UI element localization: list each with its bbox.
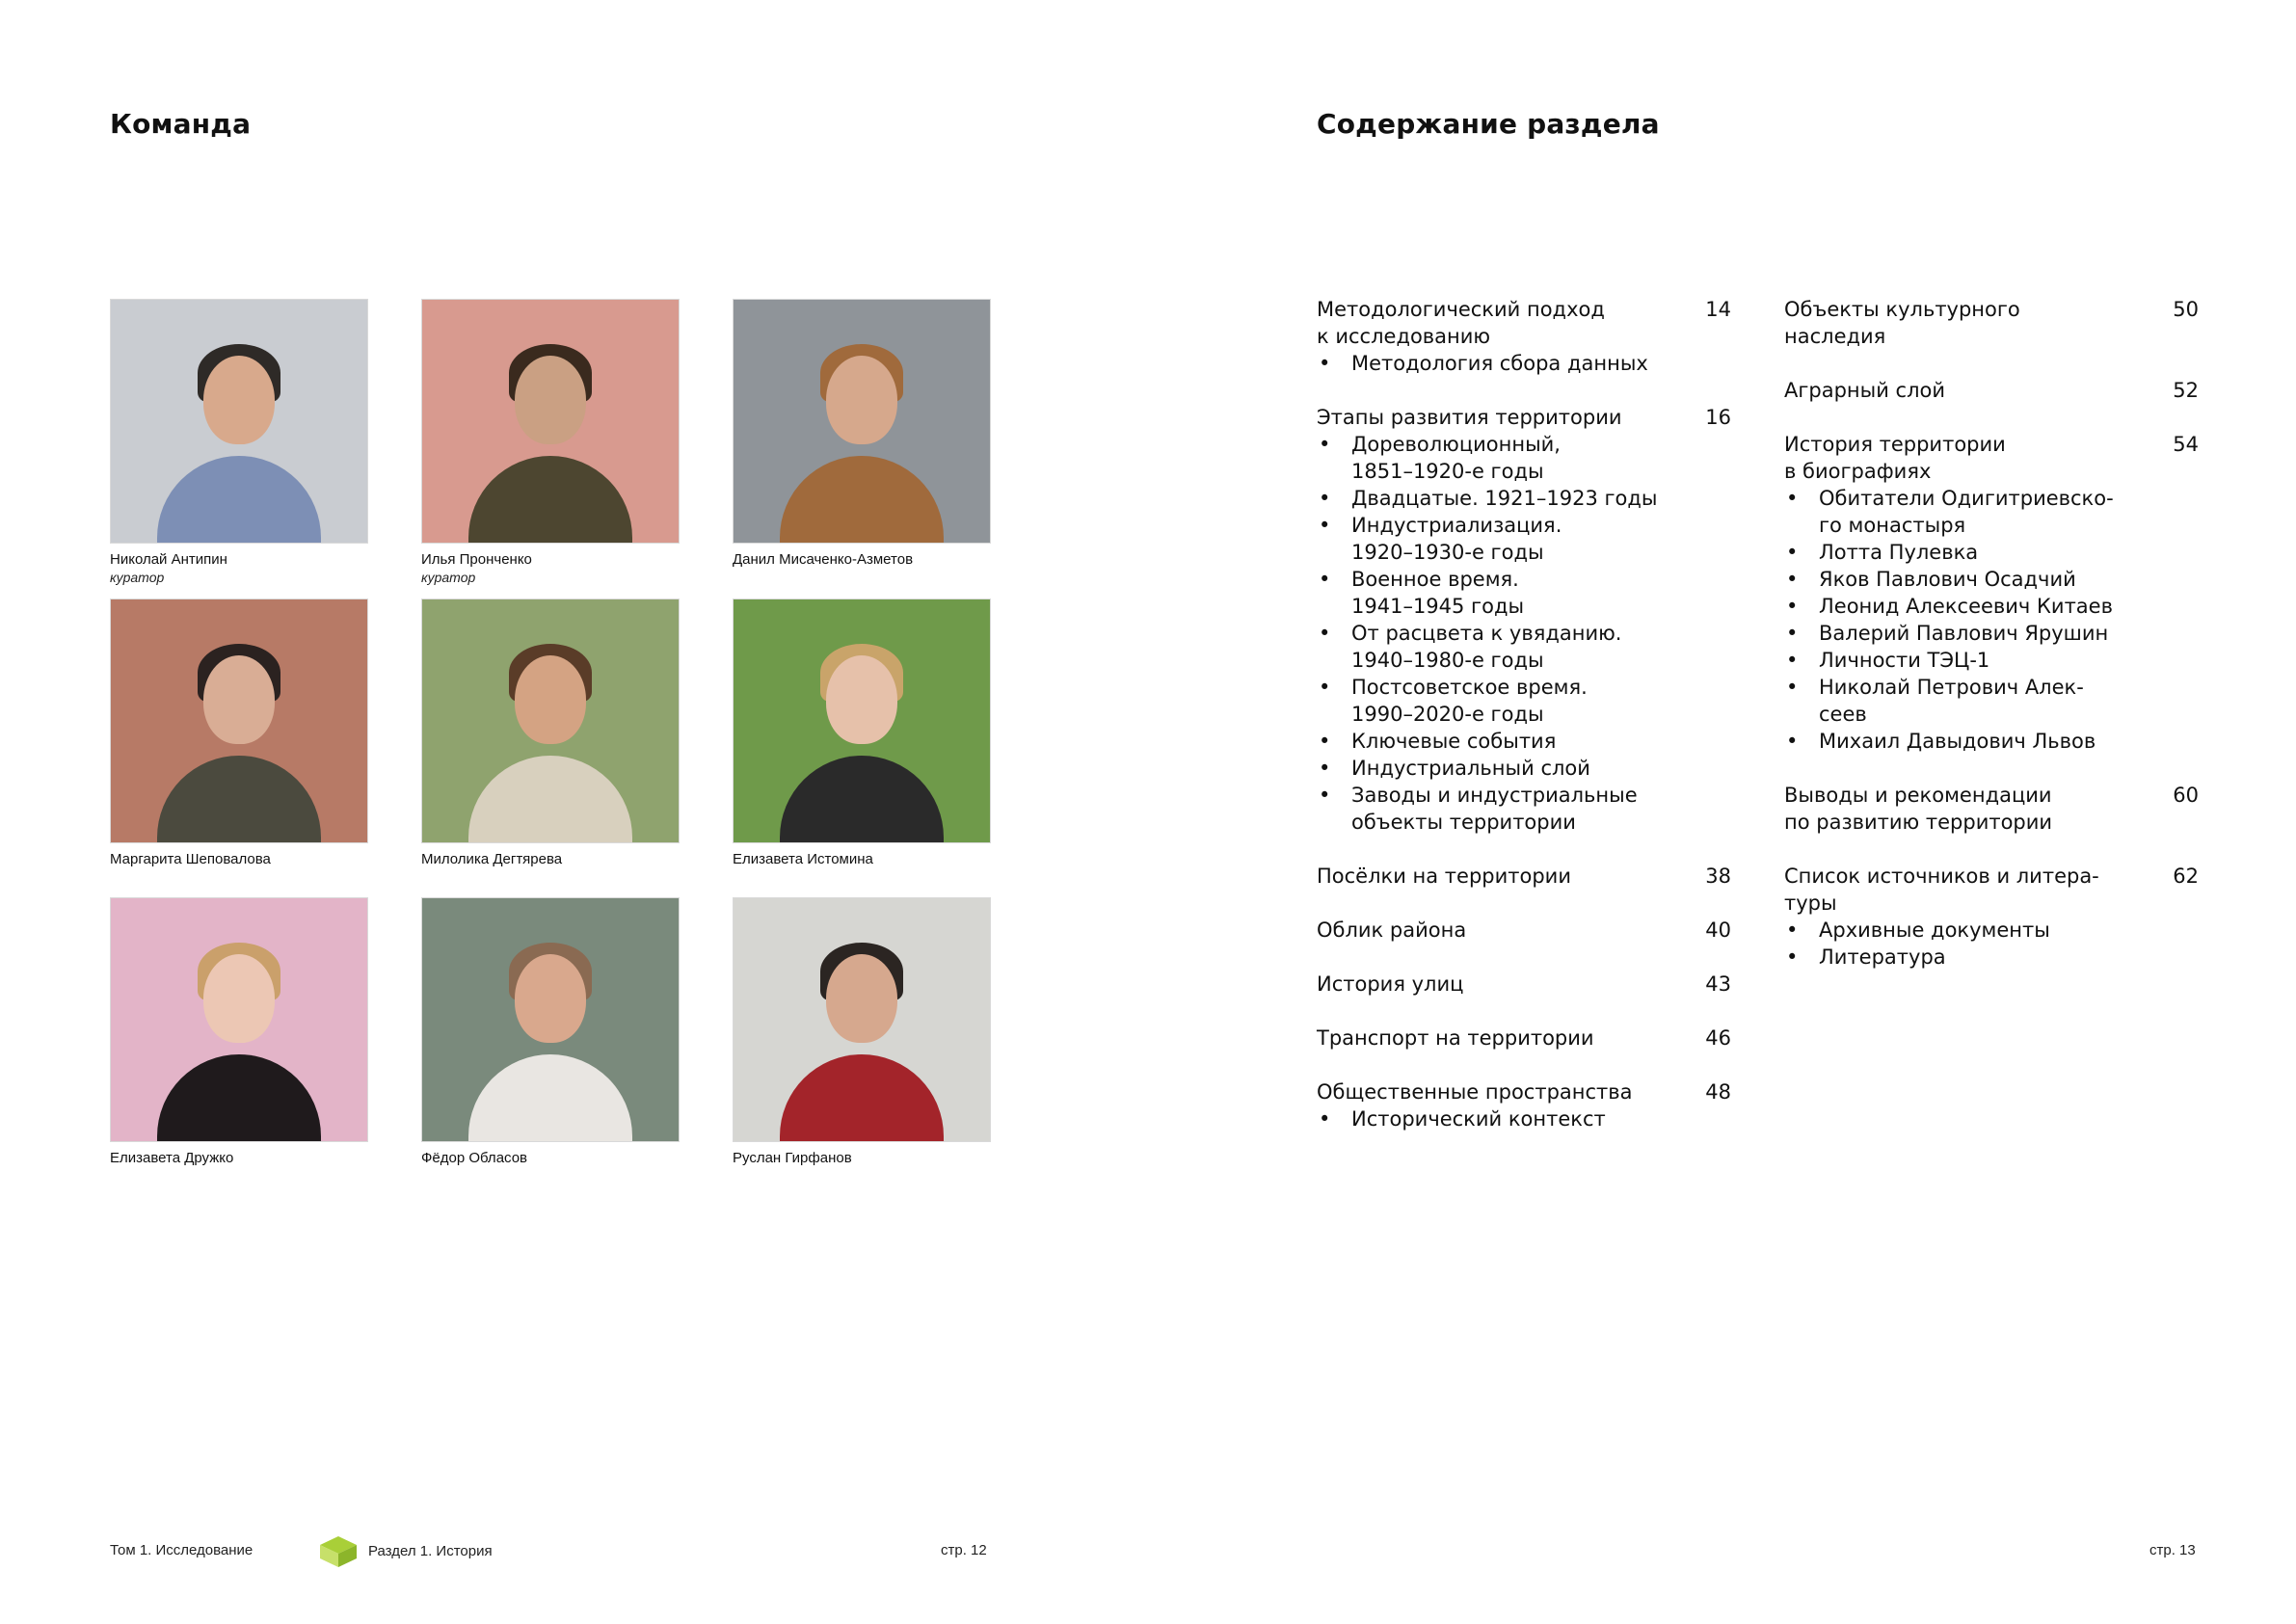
toc-entry-page: 50 [2173,298,2199,321]
toc-subitem[interactable] [1317,620,1679,674]
toc-subitem-label: Ключевые события [1351,730,1557,753]
toc-subitem[interactable] [1317,1105,1679,1132]
member-name: Маргарита Шеповалова [110,851,271,867]
toc-entry[interactable] [1317,1025,1731,1052]
toc-subitem[interactable] [1784,917,2147,944]
toc-subitem[interactable] [1784,647,2147,674]
bullet-icon: • [1786,676,1799,699]
toc-sublist [1784,917,2199,971]
toc-subitem-label: Литература [1819,945,1946,969]
team-member [110,897,368,1167]
toc-subitem-label: Постсоветское время. 1990–2020-е годы [1351,676,1588,726]
toc-sublist [1317,1105,1731,1132]
bullet-icon: • [1319,568,1331,591]
bullet-icon: • [1786,568,1799,591]
team-grid [110,299,1074,1185]
member-name: Данил Мисаченко-Азметов [733,551,914,568]
toc-subitem-label: Дореволюционный, 1851–1920-е годы [1351,433,1561,483]
right-page [1148,0,2296,1624]
toc-subitem[interactable] [1317,512,1679,566]
toc-column-2 [1784,296,2199,998]
toc-sublist [1317,431,1731,836]
member-name: Руслан Гирфанов [733,1150,852,1166]
team-member [110,599,368,868]
toc-subitem[interactable] [1317,782,1679,836]
toc-entry-page: 43 [1705,972,1731,996]
team-member [733,599,991,868]
toc-subitem[interactable] [1784,539,2147,566]
toc-subitem-label: Индустриализация. 1920–1930-е годы [1351,514,1562,564]
toc-sublist [1317,350,1731,377]
member-name: Милолика Дегтярева [421,851,563,867]
toc-entry[interactable] [1317,971,1731,998]
member-photo [733,299,991,544]
toc-entry-title: Этапы развития территории [1317,406,1622,429]
toc-entry-title: История улиц [1317,972,1464,996]
toc-subitem[interactable] [1784,674,2147,728]
toc-entry-page: 62 [2173,865,2199,888]
member-name: Илья Пронченко [421,551,532,568]
bullet-icon: • [1319,433,1331,456]
team-member [110,299,368,586]
toc-entry[interactable] [1317,296,1731,377]
toc-entry[interactable] [1317,404,1731,836]
toc-sublist [1784,485,2199,755]
member-photo [421,897,680,1142]
bullet-icon: • [1786,649,1799,672]
member-photo [733,897,991,1142]
member-photo [421,299,680,544]
toc-entry-title: Транспорт на территории [1317,1026,1594,1050]
page-number: стр. 13 [2149,1542,2196,1558]
footer-volume: Том 1. Исследование [110,1542,254,1558]
toc-subitem-label: Индустриальный слой [1351,757,1590,780]
toc-column-1 [1317,296,1731,1159]
contents-heading: Содержание раздела [1317,108,1660,140]
toc-entry-page: 60 [2173,784,2199,807]
toc-entry-page: 48 [1705,1080,1731,1104]
toc-entry-title: История территории в биографиях [1784,433,2006,483]
toc-subitem[interactable] [1317,566,1679,620]
toc-subitem-label: Заводы и индустриальные объекты территории [1351,784,1638,834]
toc-subitem-label: Исторический контекст [1351,1107,1606,1131]
toc-subitem-label: Военное время. 1941–1945 годы [1351,568,1525,618]
team-member [733,897,991,1167]
team-member [421,599,680,868]
toc-subitem-label: От расцвета к увяданию. 1940–1980-е годы [1351,622,1622,672]
member-name: Фёдор Обласов [421,1150,528,1166]
toc-entry-title: Аграрный слой [1784,379,1946,402]
footer-section [318,1534,493,1569]
member-photo [110,299,368,544]
toc-subitem[interactable] [1784,944,2147,971]
bullet-icon: • [1319,730,1331,753]
toc-subitem[interactable] [1784,593,2147,620]
bullet-icon: • [1786,622,1799,645]
toc-subitem[interactable] [1317,728,1679,755]
member-photo [421,599,680,843]
toc-subitem-label: Михаил Давыдович Львов [1819,730,2096,753]
toc-entry-title: Список источников и литера- туры [1784,865,2099,915]
toc-entry[interactable] [1784,377,2199,404]
toc-entry[interactable] [1317,1078,1731,1132]
toc-entry-title: Методологический подход к исследованию [1317,298,1605,348]
member-name: Николай Антипин [110,551,227,568]
toc-entry-page: 46 [1705,1026,1731,1050]
toc-entry[interactable] [1317,917,1731,944]
team-member [421,897,680,1167]
toc-entry[interactable] [1784,431,2199,755]
bullet-icon: • [1319,676,1331,699]
toc-subitem[interactable] [1784,485,2147,539]
toc-entry-title: Облик района [1317,918,1467,942]
toc-subitem[interactable] [1317,485,1679,512]
toc-entry-page: 52 [2173,379,2199,402]
toc-entry[interactable] [1784,782,2199,836]
toc-subitem-label: Личности ТЭЦ-1 [1819,649,1990,672]
toc-subitem[interactable] [1317,350,1679,377]
bullet-icon: • [1786,487,1799,510]
toc-entry-page: 54 [2173,433,2199,456]
member-photo [110,599,368,843]
bullet-icon: • [1319,487,1331,510]
member-name: Елизавета Истомина [733,851,873,867]
toc-subitem[interactable] [1784,728,2147,755]
bullet-icon: • [1786,541,1799,564]
member-role: куратор [110,570,165,585]
toc-entry-page: 40 [1705,918,1731,942]
bullet-icon: • [1319,514,1331,537]
toc-subitem[interactable] [1317,755,1679,782]
toc-entry-title: Выводы и рекомендации по развитию территории [1784,784,2053,834]
bullet-icon: • [1786,730,1799,753]
team-member [421,299,680,586]
toc-entry[interactable] [1317,863,1731,890]
member-photo [733,599,991,843]
footer-section-label: Раздел 1. История [368,1543,493,1559]
bullet-icon: • [1319,1107,1331,1131]
toc-subitem-label: Николай Петрович Алек- сеев [1819,676,2084,726]
toc-entry-page: 16 [1705,406,1731,429]
toc-entry-title: Посёлки на территории [1317,865,1571,888]
toc-subitem[interactable] [1784,620,2147,647]
team-member [733,299,991,569]
toc-subitem-label: Обитатели Одигитриевско- го монастыря [1819,487,2114,537]
member-photo [110,897,368,1142]
toc-subitem-label: Валерий Павлович Ярушин [1819,622,2109,645]
bullet-icon: • [1786,918,1799,942]
team-heading: Команда [110,108,252,140]
toc-subitem[interactable] [1784,566,2147,593]
toc-subitem[interactable] [1317,431,1679,485]
toc-entry[interactable] [1784,296,2199,350]
bullet-icon: • [1786,945,1799,969]
bullet-icon: • [1319,352,1331,375]
toc-subitem-label: Яков Павлович Осадчий [1819,568,2076,591]
page-number: стр. 12 [941,1542,987,1558]
toc-subitem[interactable] [1317,674,1679,728]
bullet-icon: • [1786,595,1799,618]
toc-subitem-label: Методология сбора данных [1351,352,1648,375]
toc-subitem-label: Двадцатые. 1921–1923 годы [1351,487,1658,510]
member-role: куратор [421,570,476,585]
toc-entry-page: 38 [1705,865,1731,888]
toc-entry[interactable] [1784,863,2199,971]
cube-icon [318,1534,359,1569]
bullet-icon: • [1319,757,1331,780]
toc-subitem-label: Архивные документы [1819,918,2050,942]
toc-subitem-label: Лотта Пулевка [1819,541,1979,564]
bullet-icon: • [1319,622,1331,645]
toc-entry-page: 14 [1705,298,1731,321]
bullet-icon: • [1319,784,1331,807]
toc-entry-title: Объекты культурного наследия [1784,298,2020,348]
toc-subitem-label: Леонид Алексеевич Китаев [1819,595,2113,618]
member-name: Елизавета Дружко [110,1150,234,1166]
toc-entry-title: Общественные пространства [1317,1080,1633,1104]
